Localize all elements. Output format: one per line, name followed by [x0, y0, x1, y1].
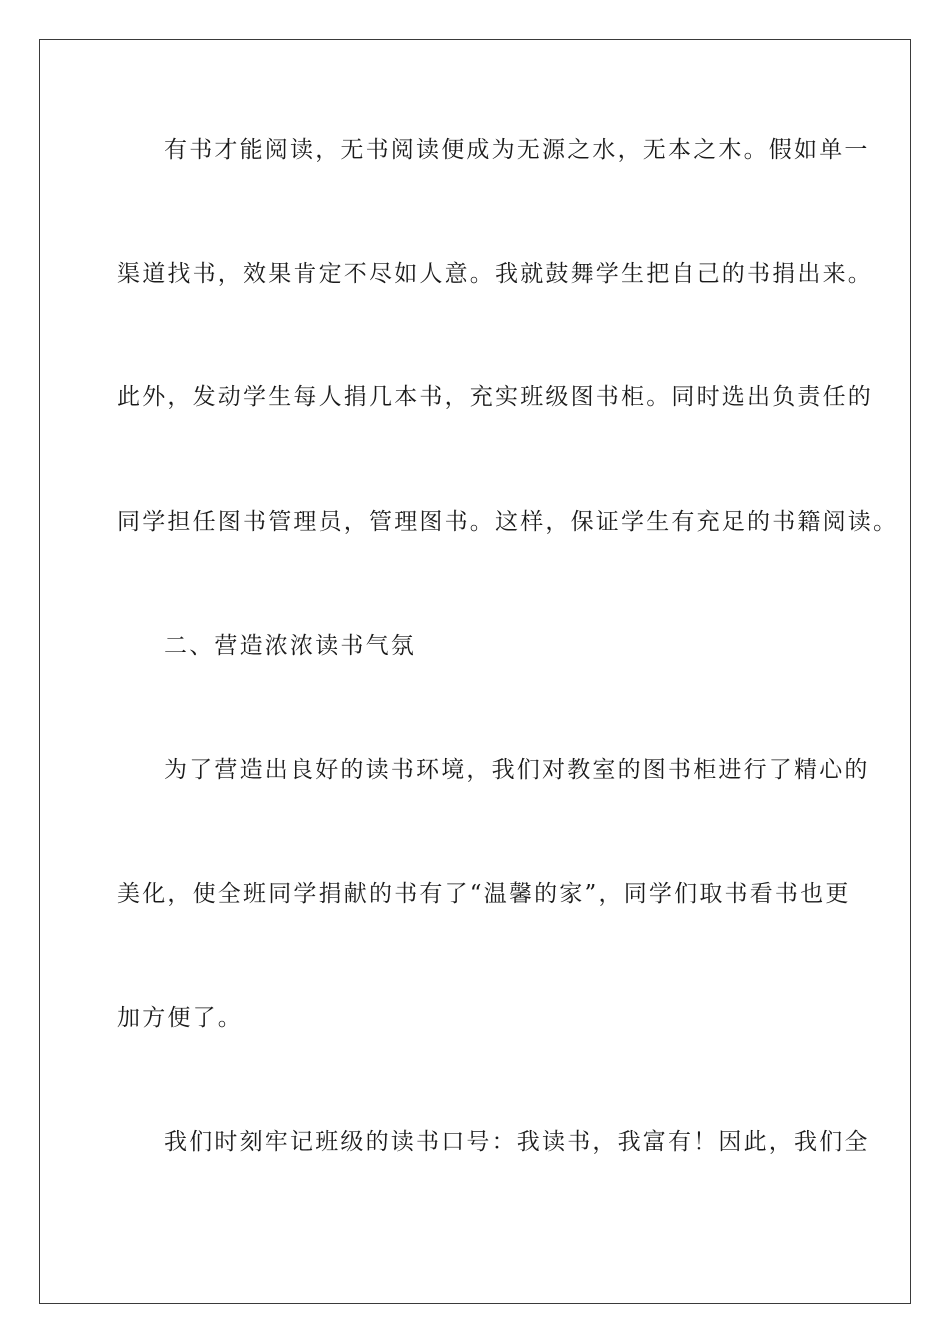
paragraph-2-line-1: 为了营造出良好的读书环境，我们对教室的图书柜进行了精心的 [164, 757, 870, 783]
section-heading: 二、营造浓浓读书气氛 [164, 633, 416, 659]
paragraph-3-line-1: 我们时刻牢记班级的读书口号：我读书，我富有！因此，我们全 [164, 1129, 870, 1155]
paragraph-1-line-1: 有书才能阅读，无书阅读便成为无源之水，无本之木。假如单一 [164, 137, 870, 163]
paragraph-1-line-2: 渠道找书，效果肯定不尽如人意。我就鼓舞学生把自己的书捐出来。 [117, 261, 873, 287]
paragraph-1-line-3: 此外，发动学生每人捐几本书，充实班级图书柜。同时选出负责任的 [117, 384, 873, 410]
page-border [39, 39, 911, 1304]
paragraph-2-line-3: 加方便了。 [117, 1005, 243, 1031]
paragraph-1-line-4: 同学担任图书管理员，管理图书。这样，保证学生有充足的书籍阅读。 [117, 509, 899, 535]
paragraph-2-line-2: 美化，使全班同学捐献的书有了“温馨的家”，同学们取书看书也更 [117, 881, 851, 907]
